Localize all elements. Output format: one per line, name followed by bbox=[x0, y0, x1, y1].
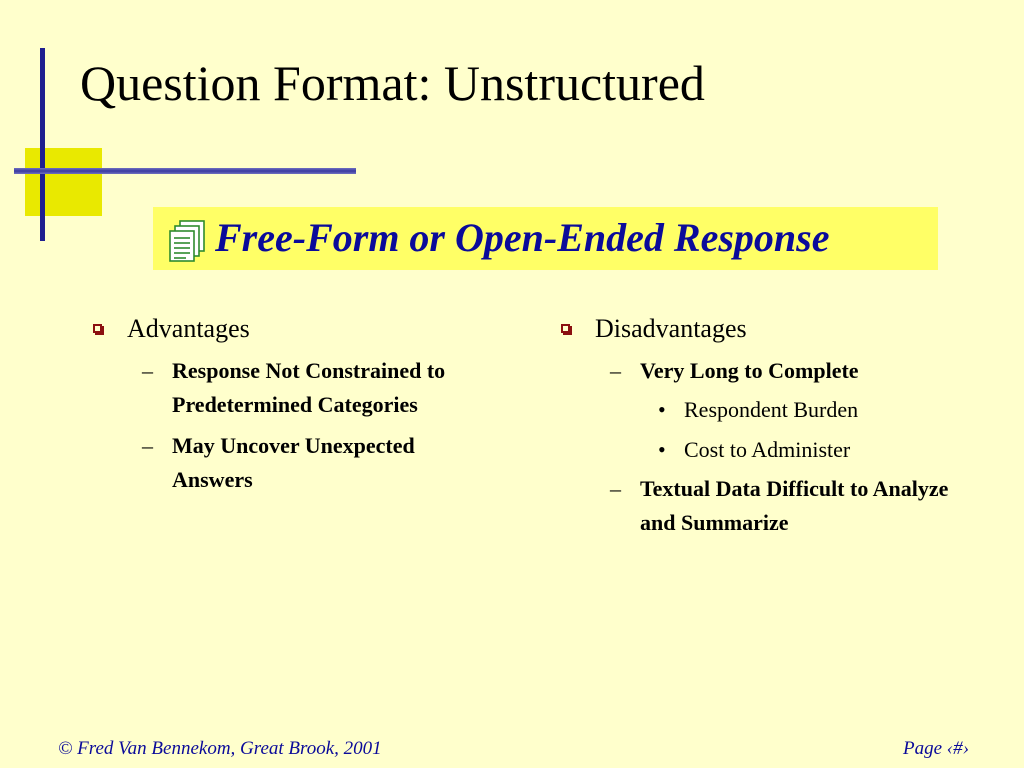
decorative-horizontal-bar bbox=[14, 168, 356, 174]
dash-bullet-icon: – bbox=[610, 476, 621, 501]
list-item-text: May Uncover Unexpected Answers bbox=[172, 433, 415, 492]
slide-title: Question Format: Unstructured bbox=[80, 55, 705, 111]
advantages-heading-text: Advantages bbox=[127, 314, 250, 343]
sub-list-item bbox=[558, 430, 958, 470]
list-item bbox=[90, 429, 490, 497]
square-bullet-icon bbox=[561, 324, 570, 333]
sub-list-item-text: Respondent Burden bbox=[684, 397, 859, 422]
advantages-heading bbox=[90, 312, 490, 346]
list-item bbox=[90, 354, 490, 422]
footer-page-number: Page ‹#› bbox=[903, 738, 969, 759]
decorative-vertical-bar bbox=[40, 48, 45, 241]
dash-bullet-icon: – bbox=[610, 358, 621, 383]
stacked-pages-icon bbox=[163, 219, 207, 265]
disadvantages-column bbox=[558, 312, 958, 540]
dot-bullet-icon: • bbox=[658, 437, 666, 462]
dash-bullet-icon: – bbox=[142, 358, 153, 383]
sub-list-item-text: Cost to Administer bbox=[684, 437, 851, 462]
list-item-text: Very Long to Complete bbox=[640, 358, 859, 383]
list-item-text: Response Not Constrained to Predetermined Categories bbox=[172, 358, 446, 417]
decorative-yellow-square bbox=[25, 148, 102, 216]
subtitle: Free-Form or Open-Ended Response bbox=[215, 215, 830, 260]
square-bullet-icon bbox=[93, 324, 102, 333]
dot-bullet-icon: • bbox=[658, 397, 666, 422]
advantages-column bbox=[90, 312, 490, 497]
list-item bbox=[558, 472, 958, 540]
list-item bbox=[558, 354, 958, 388]
footer-copyright: © Fred Van Bennekom, Great Brook, 2001 bbox=[58, 738, 382, 759]
disadvantages-heading-text: Disadvantages bbox=[595, 314, 747, 343]
sub-list-item bbox=[558, 390, 958, 430]
list-item-text: Textual Data Difficult to Analyze and Summarize bbox=[640, 476, 949, 535]
disadvantages-heading bbox=[558, 312, 958, 346]
dash-bullet-icon: – bbox=[142, 433, 153, 458]
